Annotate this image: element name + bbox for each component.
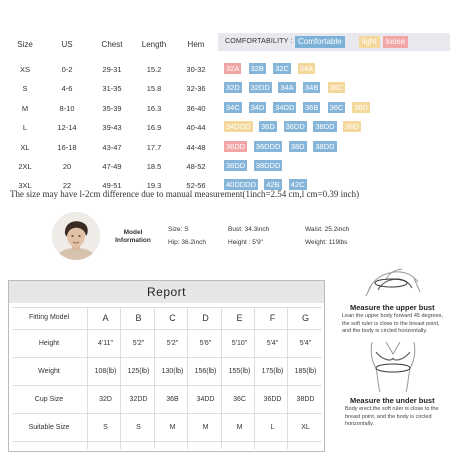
report-grid-line [13, 357, 322, 358]
report-cell: 36C [233, 396, 246, 403]
cup-size-chip: 36D [261, 122, 275, 132]
report-cell: M [236, 424, 243, 431]
report-header-cell: D [202, 313, 209, 323]
report-header-cell: B [135, 313, 142, 323]
size-table-cell: 12-14 [57, 123, 77, 133]
size-table-cell: 16.9 [146, 123, 162, 133]
size-table-cell: 40-44 [186, 123, 206, 133]
report-header-cell: A [102, 313, 109, 323]
measurement-note: The size may have l-2cm difference due to manual measurement(1inch=2.54 cm,l cm=0.39 inch) [10, 189, 360, 199]
size-table-header-cell: Hem [187, 40, 205, 49]
upper-bust-description: Lean the upper body forward 45 degrees, the soft ruler is close to the breast point, and the body is circled horizontally. [342, 313, 443, 334]
report-cell: S [103, 424, 108, 431]
report-cell: 5'6" [199, 340, 212, 347]
cup-size-chip: 36DD [226, 141, 246, 151]
model-size: Size: S [168, 226, 189, 233]
size-table-cell: XS [19, 65, 30, 74]
report-row [13, 361, 322, 383]
report-cell: 5'2" [166, 340, 179, 347]
size-table-row [8, 84, 213, 100]
legend-comfortable: Comfortable [295, 36, 345, 48]
report-title: Report [9, 281, 324, 303]
report-grid-line [13, 441, 322, 442]
fitting-report [8, 280, 325, 452]
model-height: Height : 5'9" [228, 239, 263, 246]
report-header-cell: F [269, 313, 276, 323]
report-cell: 175(lb) [261, 368, 284, 375]
cup-size-chip: 38D [345, 122, 359, 132]
legend-loose: loose [383, 36, 408, 48]
size-table-cell: 0-2 [61, 65, 73, 74]
report-cell: S [136, 424, 141, 431]
cup-size-chip: 36C [329, 102, 344, 112]
legend-light: light [359, 36, 380, 48]
report-cell: 5'4" [299, 340, 312, 347]
size-table-cell: 15.2 [146, 65, 162, 74]
cup-size-chip: 36C [329, 83, 344, 93]
report-header-cell: E [236, 313, 243, 323]
size-table-header-cell: US [61, 40, 73, 49]
model-hip: Hip: 36.2inch [168, 239, 206, 246]
size-table-row [8, 123, 213, 139]
size-table-row [8, 65, 213, 81]
model-waist: Waist: 25.2inch [305, 226, 350, 233]
cup-size-chip: 36DDD [255, 141, 281, 151]
report-cell: 108(lb) [94, 368, 117, 375]
report-cell: 34DD [196, 396, 215, 403]
cup-size-chip: 32DD [250, 83, 270, 93]
size-table-cell: 18.5 [146, 162, 162, 171]
cup-size-chip: 38DD [315, 122, 335, 132]
cup-size-row [218, 160, 450, 172]
report-cell: 32DD [129, 396, 148, 403]
size-table-cell: 29-31 [102, 65, 122, 74]
size-table-cell: 32-36 [186, 84, 206, 94]
size-table-cell: 19.3 [146, 181, 162, 191]
size-table-cell: 36-40 [186, 103, 206, 113]
report-cell: M [169, 424, 176, 431]
size-table-cell: 16-18 [57, 142, 77, 152]
cup-size-chip: 34B [305, 83, 319, 93]
model-portrait-image [52, 212, 100, 260]
size-table-cell: 2XL [18, 162, 32, 171]
cup-size-row [218, 82, 450, 94]
size-table-cell: 35-39 [102, 103, 122, 113]
cup-size-chip: 34DD [275, 102, 295, 112]
report-cell: Cup Size [34, 396, 64, 403]
report-header-cell: C [169, 313, 176, 323]
size-table-cell: M [21, 103, 29, 113]
report-cell: L [270, 424, 275, 431]
size-table-cell: 31-35 [102, 84, 122, 94]
cup-size-chip: 36B [305, 102, 319, 112]
report-cell: M [202, 424, 209, 431]
cup-size-row [218, 121, 450, 133]
size-table-cell: 47-49 [102, 162, 122, 171]
report-cell: 5'10" [231, 340, 248, 347]
under-bust-description: Body erect,the soft ruler is close to the breast point, and the body is circled horizontally. [345, 406, 439, 427]
report-header-row [13, 307, 322, 329]
report-grid-line [13, 329, 322, 330]
model-weight: Weight: 119lbs [305, 239, 348, 246]
cup-size-chip: 36D [354, 102, 368, 112]
size-table-cell: XL [20, 142, 30, 152]
size-table-cell: L [22, 123, 28, 133]
size-table-header-cell: Size [17, 40, 33, 49]
size-table-header [8, 40, 213, 56]
report-header-cell: G [301, 313, 309, 323]
size-table-row [8, 162, 213, 178]
size-table-cell: 43-47 [102, 142, 122, 152]
report-row [13, 417, 322, 439]
report-cell: 156(lb) [194, 368, 217, 375]
report-row [13, 333, 322, 355]
cup-size-chip: 32A [226, 64, 240, 73]
cup-size-row [218, 141, 450, 153]
size-table-cell: 39-43 [102, 123, 122, 133]
report-grid-line [13, 385, 322, 386]
size-table-cell: S [22, 84, 28, 94]
size-table-row [8, 143, 213, 159]
cup-size-chip: 42B [266, 180, 280, 190]
report-cell: 36DD [263, 396, 282, 403]
upper-bust-title: Measure the upper bust [350, 303, 435, 312]
cup-size-row [218, 63, 450, 75]
report-cell: 4'11" [98, 340, 113, 347]
comfortability-legend [218, 33, 450, 51]
upper-bust-illustration [358, 252, 428, 300]
model-avatar [52, 212, 100, 260]
size-table-cell: 16.3 [146, 103, 162, 113]
size-table-cell: 48-52 [186, 162, 206, 171]
cup-size-chip: 32D [226, 83, 240, 93]
comfortability-label: COMFORTABILITY : [225, 38, 293, 45]
report-cell: 32D [99, 396, 112, 403]
size-table-cell: 8-10 [59, 103, 75, 113]
size-table-header-cell: Chest [101, 40, 123, 49]
size-table-cell: 3XL [18, 181, 32, 191]
report-cell: 36B [166, 396, 179, 403]
cup-size-chip: 34A [299, 64, 314, 73]
size-table-header-cell: Length [141, 40, 167, 49]
cup-size-chip: 38DD [315, 141, 335, 151]
cup-size-chip: 32C [275, 64, 289, 73]
report-cell: Weight [38, 368, 60, 375]
size-table-cell: 17.7 [146, 142, 162, 152]
report-row [13, 389, 322, 411]
report-cell: 5'4" [266, 340, 279, 347]
cup-size-chip: 40DDDD [226, 180, 257, 190]
size-table-cell: 4-6 [61, 84, 73, 94]
report-cell: 130(lb) [161, 368, 184, 375]
report-grid-line [13, 413, 322, 414]
cup-size-chip: 38D [290, 141, 305, 151]
report-cell: XL [301, 424, 310, 431]
size-table-cell: 30-32 [186, 65, 206, 74]
report-cell: Suitable Size [28, 424, 70, 431]
cup-size-chip: 34C [226, 102, 240, 112]
size-table-cell: 22 [62, 181, 72, 191]
size-table-cell: 44-48 [186, 142, 206, 152]
report-cell: 155(lb) [228, 368, 251, 375]
model-bust: Bust: 34.3inch [228, 226, 270, 233]
size-table-cell: 52-56 [186, 181, 206, 191]
size-table-cell: 20 [62, 162, 72, 171]
report-cell: 125(lb) [127, 368, 150, 375]
cup-size-chip: 36DD [285, 122, 305, 132]
cup-size-chip: 38DDD [255, 161, 281, 170]
model-information-title: Model Information [115, 229, 151, 244]
under-bust-title: Measure the under bust [350, 396, 435, 405]
report-cell: 185(lb) [294, 368, 317, 375]
size-table-cell: 49-51 [102, 181, 122, 191]
cup-size-chip: 38DD [226, 161, 246, 170]
cup-size-chip: 42C [290, 180, 305, 190]
cup-size-row [218, 102, 450, 114]
cup-size-chip: 32B [250, 64, 264, 73]
cup-size-chip: 34DDD [226, 122, 251, 132]
cup-size-chip: 34D [250, 102, 265, 112]
size-table-cell: 15.8 [146, 84, 162, 94]
under-bust-illustration [358, 338, 428, 393]
cup-size-chip: 34A [280, 83, 294, 93]
report-header-cell: Fitting Model [28, 314, 70, 321]
report-cell: 5'2" [132, 340, 145, 347]
size-table-row [8, 104, 213, 120]
report-cell: 38DD [296, 396, 315, 403]
report-cell: Height [38, 340, 60, 347]
